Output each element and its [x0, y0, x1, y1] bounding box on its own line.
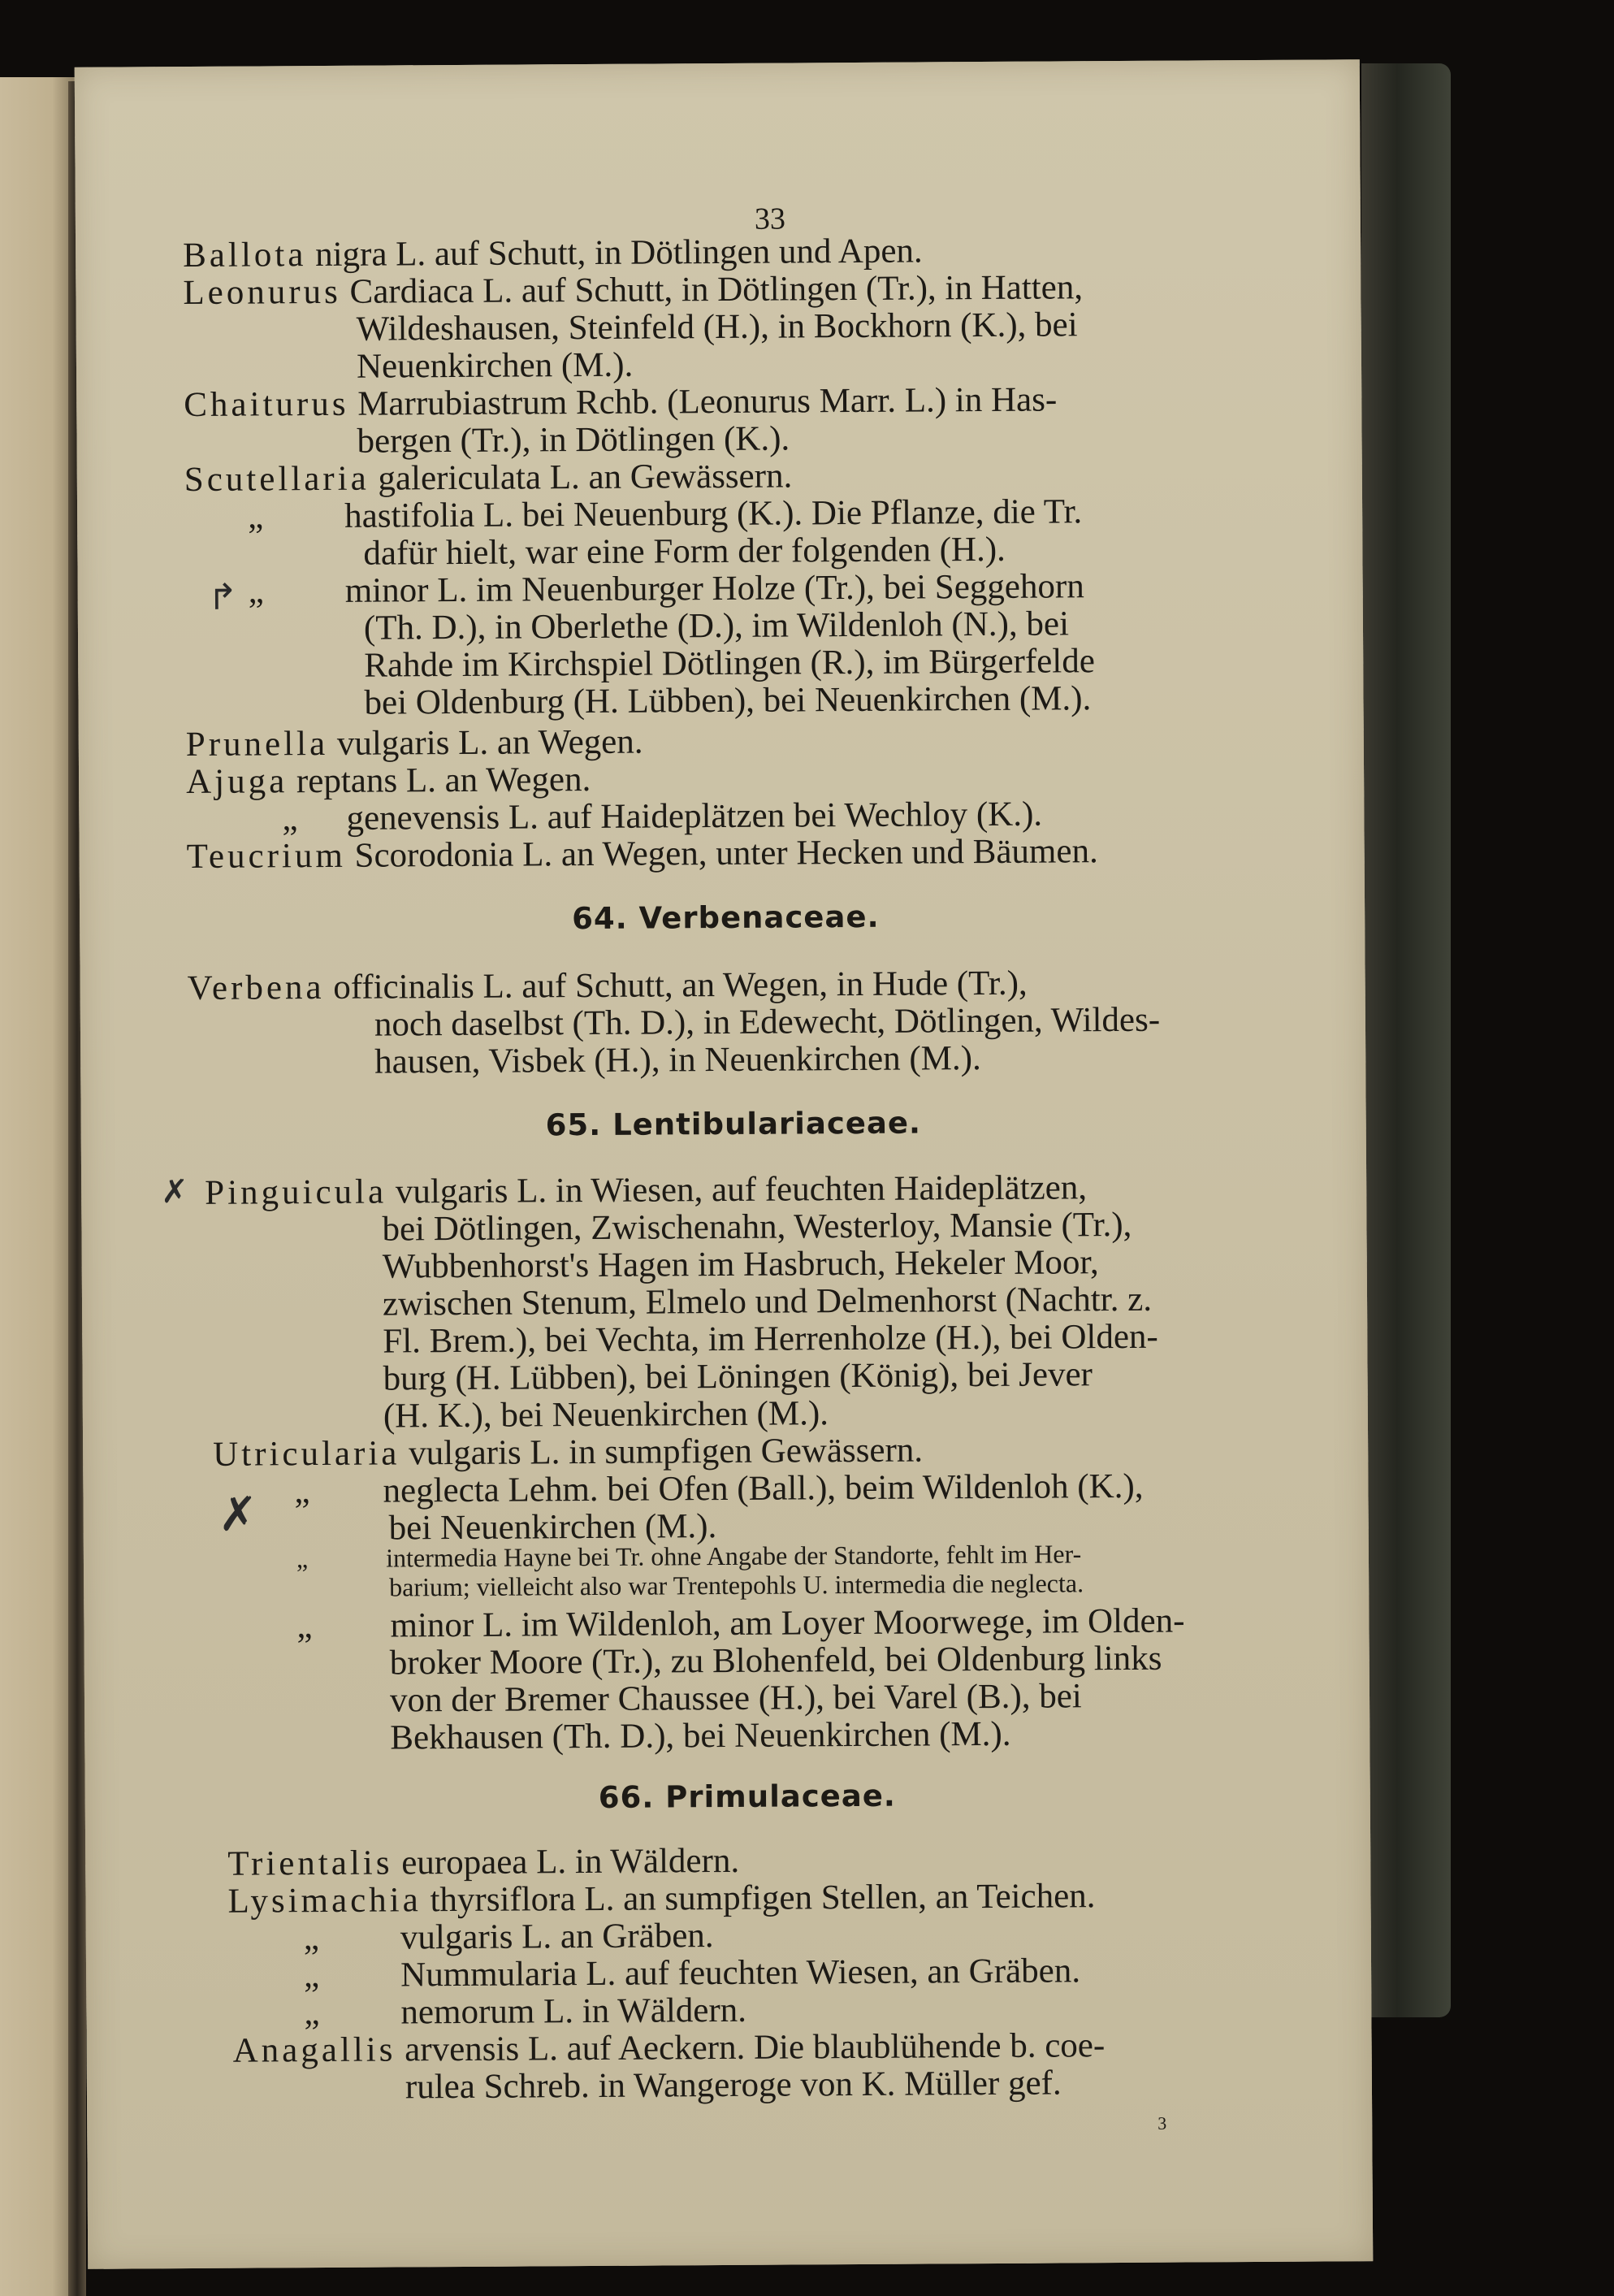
ditto-mark: „ [304, 1994, 320, 2033]
entry-line: (Th. D.), in Oberlethe (D.), im Wildenloh (N.), bei [363, 604, 1070, 648]
genus-name: Pinguicula [205, 1172, 387, 1212]
pencil-cross-icon: ✗ [161, 1173, 188, 1211]
genus-name: Lysimachia [227, 1881, 422, 1921]
genus-name: Teucrium [186, 836, 346, 877]
entry-line [233, 2027, 1106, 2069]
entry-text: Scorodonia L. an Wegen, unter Hecken und Bäumen. [354, 832, 1098, 875]
entry-line [188, 965, 1028, 1007]
ditto-mark: „ [248, 572, 264, 611]
entry-line: Wubbenhorst's Hagen im Hasbruch, Hekeler Moor, [382, 1243, 1099, 1286]
ditto-mark: „ [296, 1607, 313, 1646]
entry-text: europaea L. in Wäldern. [401, 1841, 740, 1882]
entry-text: vulgaris L. in Wiesen, auf feuchten Haideplätzen, [395, 1168, 1088, 1211]
ditto-mark: „ [247, 497, 264, 536]
family-heading: 64. Verbenaceae. [572, 899, 880, 937]
family-heading: 66. Primulaceae. [598, 1778, 897, 1815]
entry-text: officinalis L. auf Schutt, an Wegen, in Hude (Tr.), [333, 964, 1028, 1007]
entry-line-small: barium; vielleicht also war Trentepohls U. intermedia die neglecta. [389, 1568, 1084, 1602]
ditto-mark: „ [282, 799, 298, 838]
entry-text: galericulata L. an Gewässern. [378, 457, 793, 498]
entry-text: genevensis L. auf Haideplätzen bei Wechloy (K.). [346, 795, 1043, 838]
entry-line [227, 1843, 739, 1882]
entry-text: minor L. im Neuenburger Holze (Tr.), bei Seggehorn [344, 567, 1084, 610]
genus-name: Anagallis [232, 2030, 396, 2070]
entry-text: arvensis L. auf Aeckern. Die blaublühende b. coe- [405, 2026, 1106, 2069]
entry-line [304, 1952, 1080, 1994]
entry-text: neglecta Lehm. bei Ofen (Ball.), beim Wildenloh (K.), [383, 1466, 1144, 1510]
entry-line [186, 761, 591, 800]
entry-line: Bekhausen (Th. D.), bei Neuenkirchen (M.). [390, 1714, 1011, 1757]
entry-line: bei Dötlingen, Zwischenahn, Westerloy, Mansie (Tr.), [382, 1205, 1132, 1249]
entry-text: nemorum L. in Wäldern. [400, 1991, 747, 2032]
genus-name: Ballota [183, 236, 307, 275]
entry-line: Wildeshausen, Steinfeld (H.), in Bockhorn (K.), bei [356, 305, 1078, 349]
entry-line: Neuenkirchen (M.). [356, 345, 634, 386]
genus-name: Verbena [187, 968, 325, 1008]
book-page [75, 59, 1374, 2269]
entry-line: von der Bremer Chaussee (H.), bei Varel (B.), bei [389, 1677, 1082, 1720]
entry-text: minor L. im Wildenloh, am Loyer Moorwege, im Olden- [390, 1601, 1185, 1645]
left-page-edge [0, 77, 75, 2296]
genus-name: Trientalis [227, 1843, 393, 1883]
genus-name: Scutellaria [184, 459, 370, 500]
signature-mark: 3 [1157, 2112, 1167, 2134]
entry-line [186, 724, 643, 763]
entry-line [304, 1992, 746, 2031]
entry-line: Fl. Brem.), bei Vechta, im Herrenholze (H.), bei Olden- [383, 1317, 1158, 1361]
entry-line: rulea Schreb. in Wangeroge von K. Müller gef. [405, 2064, 1062, 2107]
entry-line [183, 232, 923, 274]
genus-name: Utricularia [213, 1434, 400, 1474]
genus-name: Prunella [185, 724, 329, 765]
entry-text: vulgaris L. in sumpfigen Gewässern. [409, 1431, 924, 1473]
pencil-mark-icon: ↱ [207, 576, 238, 618]
entry-line [248, 493, 1082, 535]
ditto-mark: „ [303, 1956, 320, 1995]
genus-name: Ajuga [185, 762, 288, 802]
ditto-mark: „ [303, 1919, 320, 1958]
entry-text: nigra L. auf Schutt, in Dötlingen und Apen. [314, 232, 923, 275]
entry-line [304, 1917, 714, 1956]
entry-line [227, 1878, 1095, 1920]
entry-line: (H. K.), bei Neuenkirchen (M.). [383, 1394, 829, 1436]
entry-text: intermedia Hayne bei Tr. ohne Angabe der Standorte, fehlt im Her- [386, 1539, 1082, 1573]
entry-line: dafür hielt, war eine Form der folgenden (H.). [363, 530, 1006, 573]
entry-text: thyrsiflora L. an sumpfigen Stellen, an Teichen. [430, 1877, 1096, 1920]
entry-text: Nummularia L. auf feuchten Wiesen, an Gräben. [400, 1952, 1081, 1995]
entry-line [294, 1468, 1143, 1510]
entry-line: bergen (Tr.), in Dötlingen (K.). [357, 419, 790, 461]
entry-line: broker Moore (Tr.), zu Blohenfeld, bei Oldenburg links [389, 1639, 1162, 1683]
entry-line: bei Neuenkirchen (M.). [388, 1507, 717, 1548]
book-cover-edge [1361, 63, 1451, 2017]
pencil-cross-icon: ✗ [218, 1486, 258, 1542]
entry-line [187, 833, 1098, 875]
entry-text: Cardiaca L. auf Schutt, in Dötlingen (Tr.), in Hatten, [349, 268, 1084, 311]
entry-line [184, 381, 1057, 423]
entry-text: vulgaris L. an Gräben. [400, 1917, 714, 1957]
entry-line-small [296, 1540, 1081, 1572]
entry-text: vulgaris L. an Wegen. [336, 722, 643, 763]
entry-line [296, 1603, 1184, 1645]
ditto-mark: „ [294, 1472, 310, 1511]
entry-line [205, 1169, 1087, 1211]
entry-text: reptans L. an Wegen. [296, 760, 591, 801]
genus-name: Chaiturus [184, 384, 349, 425]
entry-text: Marrubiastrum Rchb. (Leonurus Marr. L.) in Has- [357, 380, 1058, 423]
entry-line [213, 1432, 923, 1473]
entry-line: hausen, Visbek (H.), in Neuenkirchen (M.). [374, 1039, 981, 1081]
entry-line [249, 568, 1084, 609]
entry-line: bei Oldenburg (H. Lübben), bei Neuenkirchen (M.). [364, 679, 1092, 722]
entry-text: hastifolia L. bei Neuenburg (K.). Die Pflanze, die Tr. [344, 492, 1083, 535]
entry-line: zwischen Stenum, Elmelo und Delmenhorst (Nachtr. z. [382, 1280, 1153, 1323]
entry-line: noch daselbst (Th. D.), in Edewecht, Dötlingen, Wildes- [374, 1000, 1161, 1044]
family-heading: 65. Lentibulariaceae. [545, 1105, 922, 1143]
entry-line [184, 457, 793, 498]
entry-line [183, 269, 1083, 311]
genus-name: Leonurus [183, 272, 341, 313]
entry-line [282, 796, 1042, 838]
entry-line: Rahde im Kirchspiel Dötlingen (R.), im Bürgerfelde [364, 642, 1095, 685]
ditto-mark: „ [296, 1544, 309, 1574]
entry-line: burg (H. Lübben), bei Löningen (König), bei Jever [383, 1355, 1093, 1398]
page-number: 33 [754, 201, 786, 236]
